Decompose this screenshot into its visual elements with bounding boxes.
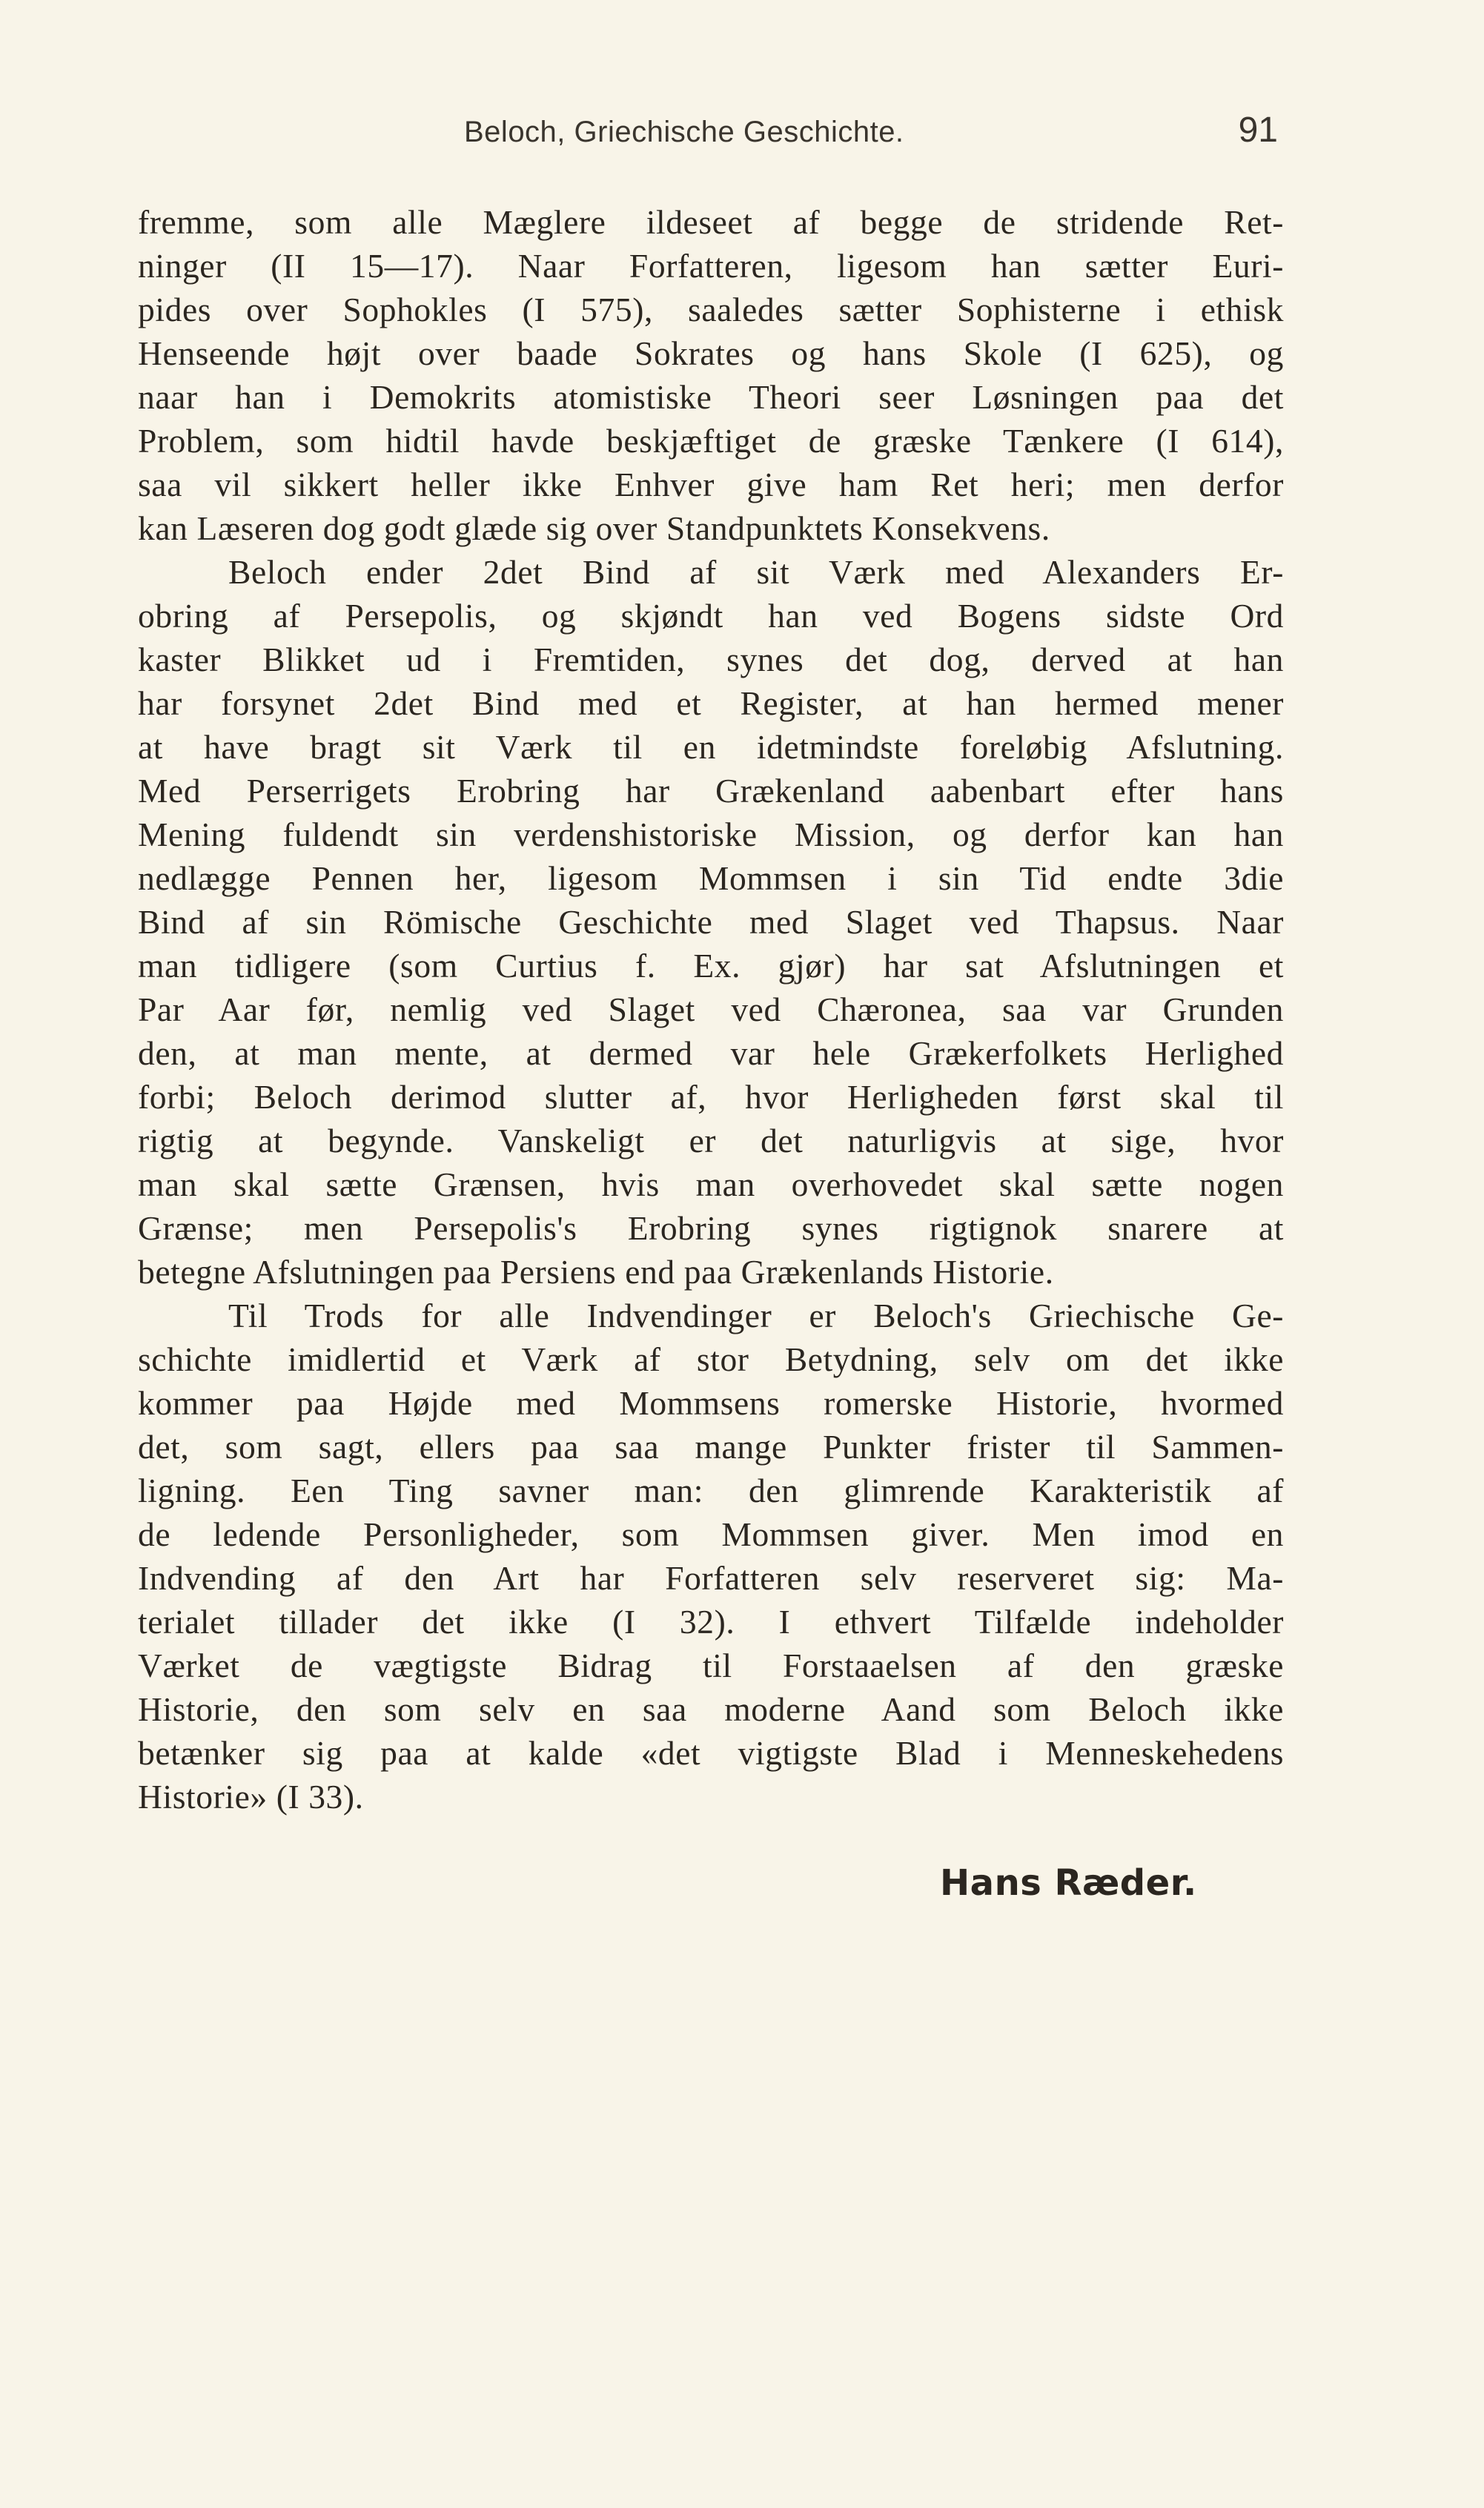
text-line: pides over Sophokles (I 575), saaledes sætter Sophisterne i ethisk xyxy=(138,291,1284,328)
text-line: obring af Persepolis, og skjøndt han ved Bogens sidste Ord xyxy=(138,597,1284,635)
text-line: Værket de vægtigste Bidrag til Forstaaelsen af den græske xyxy=(138,1647,1284,1684)
text-line: Bind af sin Römische Geschichte med Slaget ved Thapsus. Naar xyxy=(138,903,1284,941)
text-line: fremme, som alle Mæglere ildeseet af begge de stridende Ret- xyxy=(138,203,1284,241)
text-line: Henseende højt over baade Sokrates og hans Skole (I 625), og xyxy=(138,334,1284,372)
text-line: naar han i Demokrits atomistiske Theori seer Løsningen paa det xyxy=(138,378,1284,416)
text-line: ninger (II 15—17). Naar Forfatteren, ligesom han sætter Euri- xyxy=(138,247,1284,285)
text-line: har forsynet 2det Bind med et Register, at han hermed mener xyxy=(138,684,1284,722)
text-line: forbi; Beloch derimod slutter af, hvor Herligheden først skal til xyxy=(138,1078,1284,1116)
body-text xyxy=(138,200,1284,1819)
text-line: nedlægge Pennen her, ligesom Mommsen i sin Tid endte 3die xyxy=(138,859,1284,897)
paragraph-2 xyxy=(138,550,1284,1294)
text-line: Med Perserrigets Erobring har Grækenland aabenbart efter hans xyxy=(138,772,1284,810)
text-line: Historie, den som selv en saa moderne Aand som Beloch ikke xyxy=(138,1690,1284,1728)
text-line: saa vil sikkert heller ikke Enhver give ham Ret heri; men derfor xyxy=(138,466,1284,503)
text-line: at have bragt sit Værk til en idetmindste foreløbig Afslutning. xyxy=(138,728,1284,766)
author-signature: Hans Ræder. xyxy=(940,1862,1197,1904)
text-line: man tidligere (som Curtius f. Ex. gjør) har sat Afslutningen et xyxy=(138,947,1284,985)
running-head xyxy=(138,110,1284,162)
text-line: Beloch ender 2det Bind af sit Værk med Alexanders Er- xyxy=(228,553,1284,591)
text-line: Mening fuldendt sin verdenshistoriske Mission, og derfor kan han xyxy=(138,815,1284,853)
text-line: Til Trods for alle Indvendinger er Beloch's Griechische Ge- xyxy=(228,1297,1284,1334)
text-line: Par Aar før, nemlig ved Slaget ved Chæronea, saa var Grunden xyxy=(138,990,1284,1028)
paragraph-1 xyxy=(138,200,1284,550)
text-line: kan Læseren dog godt glæde sig over Standpunktets Konsekvens. xyxy=(138,509,1050,547)
running-title: Beloch, Griechische Geschichte. xyxy=(464,116,904,148)
text-line: de ledende Personligheder, som Mommsen giver. Men imod en xyxy=(138,1515,1284,1553)
page-number: 91 xyxy=(1238,110,1278,150)
text-line: Historie» (I 33). xyxy=(138,1778,364,1816)
text-line: schichte imidlertid et Værk af stor Betydning, selv om det ikke xyxy=(138,1340,1284,1378)
text-line: det, som sagt, ellers paa saa mange Punkter frister til Sammen- xyxy=(138,1428,1284,1466)
text-line: terialet tillader det ikke (I 32). I ethvert Tilfælde indeholder xyxy=(138,1603,1284,1641)
paragraph-3 xyxy=(138,1294,1284,1819)
text-line: kommer paa Højde med Mommsens romerske Historie, hvormed xyxy=(138,1384,1284,1422)
text-line: rigtig at begynde. Vanskeligt er det naturligvis at sige, hvor xyxy=(138,1122,1284,1159)
text-line: den, at man mente, at dermed var hele Grækerfolkets Herlighed xyxy=(138,1034,1284,1072)
text-line: betegne Afslutningen paa Persiens end paa Grækenlands Historie. xyxy=(138,1253,1054,1291)
text-line: Indvending af den Art har Forfatteren selv reserveret sig: Ma- xyxy=(138,1559,1284,1597)
text-line: kaster Blikket ud i Fremtiden, synes det dog, derved at han xyxy=(138,641,1284,678)
text-line: Problem, som hidtil havde beskjæftiget de græske Tænkere (I 614), xyxy=(138,422,1284,460)
text-line: betænker sig paa at kalde «det vigtigste Blad i Menneskehedens xyxy=(138,1734,1284,1772)
text-line: man skal sætte Grænsen, hvis man overhovedet skal sætte nogen xyxy=(138,1165,1284,1203)
text-line: ligning. Een Ting savner man: den glimrende Karakteristik af xyxy=(138,1472,1284,1509)
text-line: Grænse; men Persepolis's Erobring synes rigtignok snarere at xyxy=(138,1209,1284,1247)
